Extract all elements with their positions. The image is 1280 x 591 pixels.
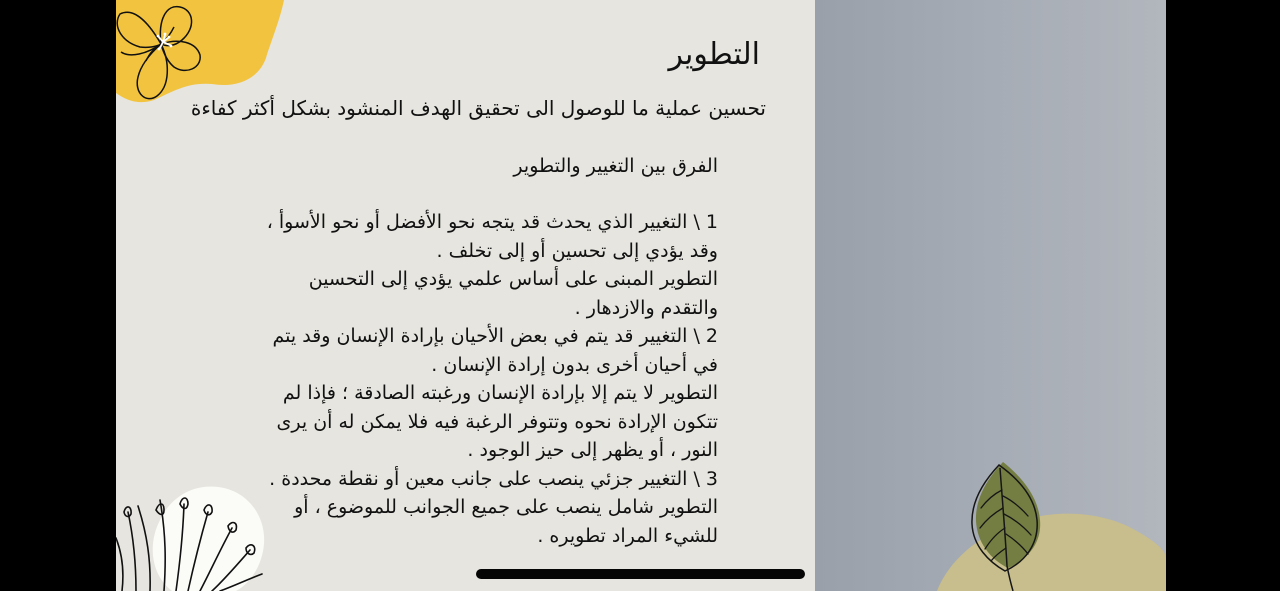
slide-card bbox=[116, 0, 816, 591]
hibiscus-flower-icon bbox=[116, 0, 212, 102]
body-text-line: النور ، أو يظهر إلى حيز الوجود . bbox=[467, 439, 718, 461]
body-text-line: التطوير لا يتم إلا بإرادة الإنسان ورغبته الصادقة ؛ فإذا لم bbox=[282, 382, 718, 404]
side-panel-background bbox=[815, 0, 1166, 591]
body-text-line: التطوير المبنى على أساس علمي يؤدي إلى التحسين bbox=[308, 268, 718, 290]
body-text-line: 2 \ التغيير قد يتم في بعض الأحيان بإرادة الإنسان وقد يتم bbox=[272, 325, 718, 347]
body-text-line: للشيء المراد تطويره . bbox=[537, 524, 718, 547]
body-text-line: في أحيان أخرى بدون إرادة الإنسان . bbox=[431, 353, 718, 376]
section-heading: الفرق بين التغيير والتطوير bbox=[513, 155, 718, 177]
body-text-line: التطوير شامل ينصب على جميع الجوانب للموضوع ، أو bbox=[294, 496, 718, 518]
body-text-line: 1 \ التغيير الذي يحدث قد يتجه نحو الأفضل أو نحو الأسوأ ، bbox=[266, 211, 718, 233]
home-indicator-bar[interactable] bbox=[476, 569, 805, 579]
body-text-line: تتكون الإرادة نحوه وتتوفر الرغبة فيه فلا يمكن له أن يرى bbox=[276, 410, 718, 433]
slide-title: التطوير bbox=[668, 37, 760, 72]
comparison-text-block bbox=[218, 208, 718, 550]
body-text-line: والتقدم والازدهار . bbox=[574, 296, 718, 319]
olive-leaf-icon bbox=[965, 458, 1047, 591]
slide-subtitle: تحسين عملية ما للوصول الى تحقيق الهدف المنشود بشكل أكثر كفاءة bbox=[190, 96, 766, 120]
body-text-line: 3 \ التغيير جزئي ينصب على جانب معين أو نقطة محددة . bbox=[269, 467, 718, 490]
body-text-line: وقد يؤدي إلى تحسين أو إلى تخلف . bbox=[436, 239, 718, 262]
